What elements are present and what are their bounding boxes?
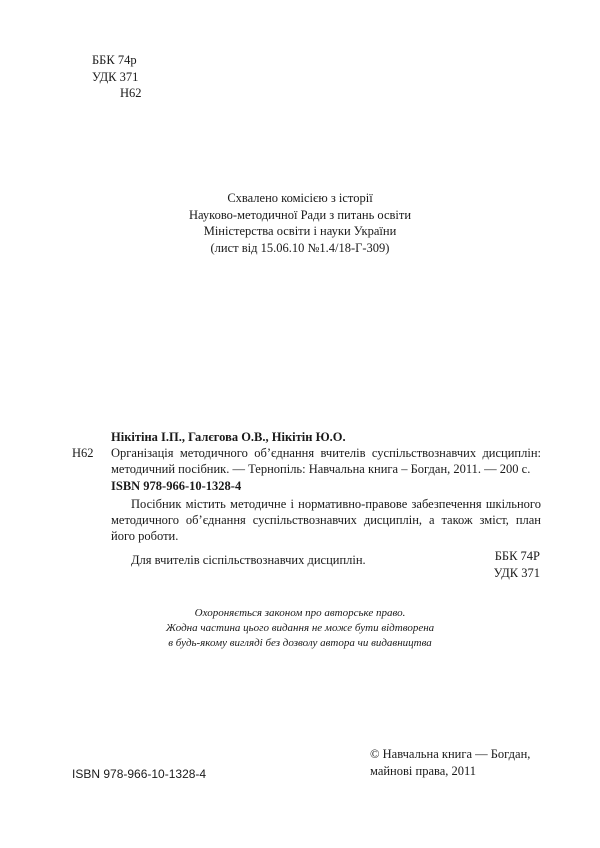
catalog-isbn: ISBN 978-966-10-1328-4: [111, 479, 242, 493]
catalog-audience: Для вчителів сіспільствознавчих дисциплін.: [131, 553, 366, 567]
catalog-udk: УДК 371: [493, 565, 540, 580]
catalog-authors: Нікітіна І.П., Галєгова О.В., Нікітін Ю.О.: [111, 430, 346, 444]
udk-code: УДК 371: [92, 69, 139, 84]
copyright-notice: [0, 606, 600, 651]
classification-codes: [92, 52, 142, 102]
approval-letter: (лист від 15.06.10 №1.4/18-Г-309): [210, 240, 390, 255]
copyright-holder: [370, 746, 530, 780]
catalog-cutter-code: Н62: [72, 446, 94, 460]
approval-line: Науково-методичної Ради з питань освіти: [188, 207, 412, 222]
rights-line: Охороняється законом про авторське право.: [194, 607, 406, 619]
rights-line: Жодна частина цього видання не може бути відтворена: [165, 622, 435, 634]
approval-line: Міністерства освіти і науки України: [203, 224, 397, 238]
catalog-annotation: Посібник містить методичне і нормативно-правове забезпечення шкільного методичного об’єднання суспільствознавчих дисциплін, а також зміст, план його роботи.: [111, 497, 541, 543]
catalog-bbk: ББК 74Р: [494, 549, 540, 563]
rights-line: в будь-якому вигляді без дозволу автора чи видавництва: [168, 637, 432, 649]
copyright-line: майнові права, 2011: [370, 764, 477, 778]
copyright-line: © Навчальна книга — Богдан,: [370, 747, 531, 761]
footer-isbn: ISBN 978-966-10-1328-4: [72, 767, 207, 781]
catalog-codes: [441, 548, 540, 581]
catalog-description: Організація методичного об’єднання вчителів суспільствознавчих дисциплін: методичний посібник. — Тернопіль: Навчальна книга – Богдан, 2011. — 200 с.: [111, 446, 541, 476]
approval-line: Схвалено комісією з історії: [227, 191, 373, 205]
bbk-code: ББК 74р: [92, 53, 137, 67]
approval-block: [0, 190, 600, 256]
cutter-code: Н62: [120, 86, 142, 100]
